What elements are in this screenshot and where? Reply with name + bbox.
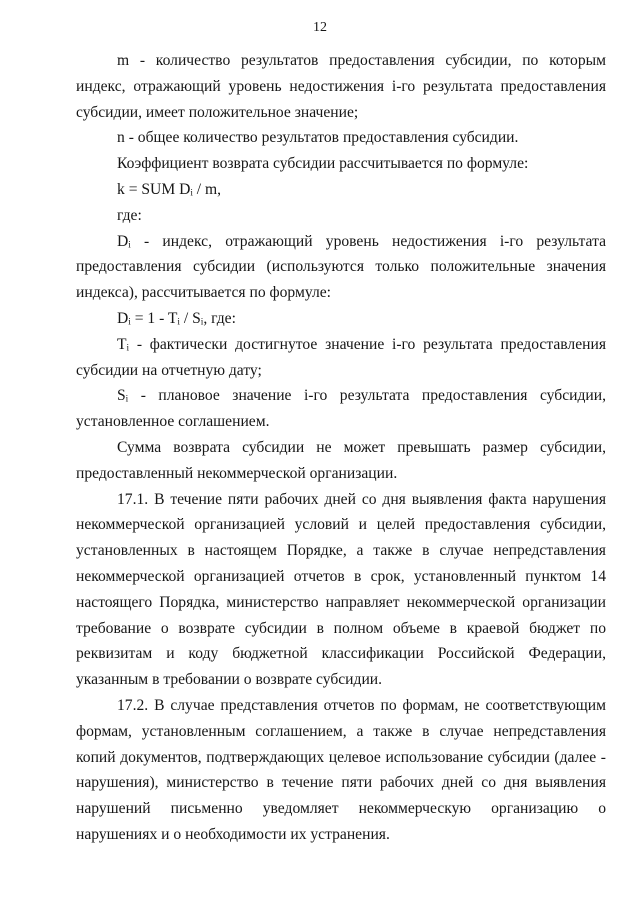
page-number: 12 [313, 20, 327, 35]
document-body [76, 48, 606, 848]
formula-k: k = SUM Dᵢ / m, [117, 180, 222, 198]
formula-d: Dᵢ = 1 - Tᵢ / Sᵢ, где: [117, 309, 236, 327]
clause-17-2: 17.2. В случае представления отчетов по формам, не соответствующим формам, установленным соглашением, а также в случае непредставления копий документов, подтверждающих целевое использование субсидии (далее - нарушения), министерство в течение пяти рабочих дней со дня выявления нарушений письменно уведомляет некоммерческую организацию о нарушениях и о необходимости их устранения. [76, 696, 606, 843]
paragraph-n-definition: n - общее количество результатов предоставления субсидии. [117, 129, 519, 147]
paragraph-refund-limit: Сумма возврата субсидии не может превышать размер субсидии, предоставленный некоммерческой организации. [76, 438, 606, 482]
paragraph-m-definition: m - количество результатов предоставления субсидии, по которым индекс, отражающий уровень недостижения i-го результата предоставления субсидии, имеет положительное значение; [76, 52, 606, 121]
paragraph-where: где: [117, 206, 142, 224]
paragraph-d-definition: Dᵢ - индекс, отражающий уровень недостижения i-го результата предоставления субсидии (используются только положительные значения индекса), рассчитывается по формуле: [76, 232, 606, 302]
clause-17-1: 17.1. В течение пяти рабочих дней со дня выявления факта нарушения некоммерческой организацией условий и целей предоставления субсидии, установленных в настоящем Порядке, а также в случае непредставления некоммерческой организацией отчетов в срок, установленный пунктом 14 настоящего Порядка, министерство направляет некоммерческой организации требование о возврате субсидии в полном объеме в краевой бюджет по реквизитам и коду бюджетной классификации Российской Федерации, указанным в требовании о возврате субсидии. [76, 490, 606, 689]
paragraph-coefficient-intro: Коэффициент возврата субсидии рассчитывается по формуле: [117, 155, 529, 173]
paragraph-t-definition: Tᵢ - фактически достигнутое значение i-го результата предоставления субсидии на отчетную дату; [76, 335, 606, 379]
paragraph-s-definition: Sᵢ - плановое значение i-го результата предоставления субсидии, установленное соглашением. [76, 387, 606, 431]
